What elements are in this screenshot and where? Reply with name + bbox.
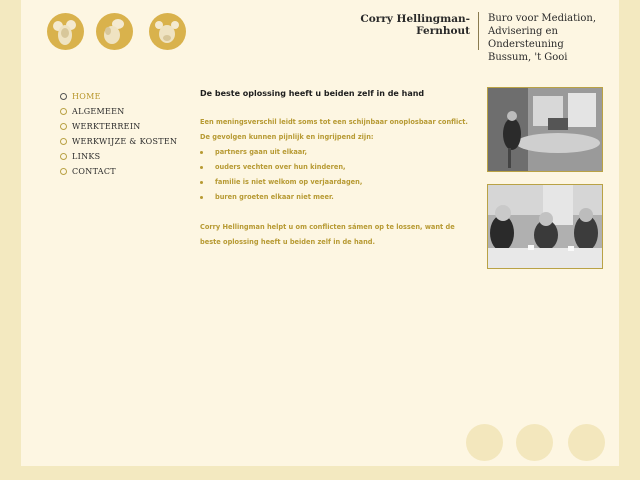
- subtitle-line: Buro voor Mediation,: [488, 13, 596, 24]
- site-subtitle: [488, 12, 628, 64]
- nav-item-werkwijze-kosten[interactable]: [60, 134, 177, 149]
- list-item: [200, 160, 470, 175]
- closing-paragraph: Corry Hellingman helpt u om conflicten sámen op te lossen, want de beste oplossing heeft u beiden zelf in de hand.: [200, 223, 455, 246]
- subtitle-line: Advisering en Ondersteuning: [488, 26, 564, 50]
- nav-ring-icon: [60, 93, 67, 100]
- list-item: [200, 145, 470, 160]
- list-item-text: partners gaan uit elkaar,: [215, 148, 308, 156]
- nav-item-home[interactable]: [60, 89, 177, 104]
- main-nav: [60, 89, 177, 179]
- subtitle-line: Bussum, 't Gooi: [488, 52, 568, 63]
- nav-item-label: LINKS: [72, 152, 101, 161]
- nav-item-contact[interactable]: [60, 164, 177, 179]
- bullet-icon: [200, 166, 203, 169]
- bullet-icon: [200, 151, 203, 154]
- consequence-list: [200, 145, 470, 205]
- bullet-icon: [200, 181, 203, 184]
- decorative-circle: [516, 424, 553, 461]
- mouse-logo-icon: [96, 13, 133, 50]
- nav-ring-icon: [60, 108, 67, 115]
- nav-ring-icon: [60, 168, 67, 175]
- list-item: [200, 175, 470, 190]
- list-item: [200, 190, 470, 205]
- nav-item-label: CONTACT: [72, 167, 116, 176]
- nav-item-label: ALGEMEEN: [72, 107, 125, 116]
- mouse-logo-icon: [149, 13, 186, 50]
- nav-item-label: WERKWIJZE & KOSTEN: [72, 137, 178, 146]
- mouse-logo-icon: [47, 13, 84, 50]
- bullet-icon: [200, 196, 203, 199]
- list-item-text: ouders vechten over hun kinderen,: [215, 163, 346, 171]
- nav-item-label: WERKTERREIN: [72, 122, 141, 131]
- nav-ring-icon: [60, 123, 67, 130]
- office-photo: [487, 87, 603, 172]
- main-content: [200, 89, 470, 250]
- nav-item-algemeen[interactable]: [60, 104, 177, 119]
- nav-ring-icon: [60, 138, 67, 145]
- nav-item-label: HOME: [72, 92, 101, 101]
- nav-item-links[interactable]: [60, 149, 177, 164]
- meeting-photo: [487, 184, 603, 269]
- decorative-circle: [466, 424, 503, 461]
- intro-paragraph: Een meningsverschil leidt soms tot een schijnbaar onoplosbaar conflict. De gevolgen kunnen pijnlijk en ingrijpend zijn:: [200, 118, 468, 141]
- site-owner-name: Corry Hellingman-Fernhout: [360, 13, 470, 37]
- nav-item-werkterrein[interactable]: [60, 119, 177, 134]
- decorative-circle: [568, 424, 605, 461]
- page-title: De beste oplossing heeft u beiden zelf in de hand: [200, 89, 425, 98]
- header-divider: [478, 12, 479, 50]
- nav-ring-icon: [60, 153, 67, 160]
- list-item-text: buren groeten elkaar niet meer.: [215, 193, 334, 201]
- list-item-text: familie is niet welkom op verjaardagen,: [215, 178, 363, 186]
